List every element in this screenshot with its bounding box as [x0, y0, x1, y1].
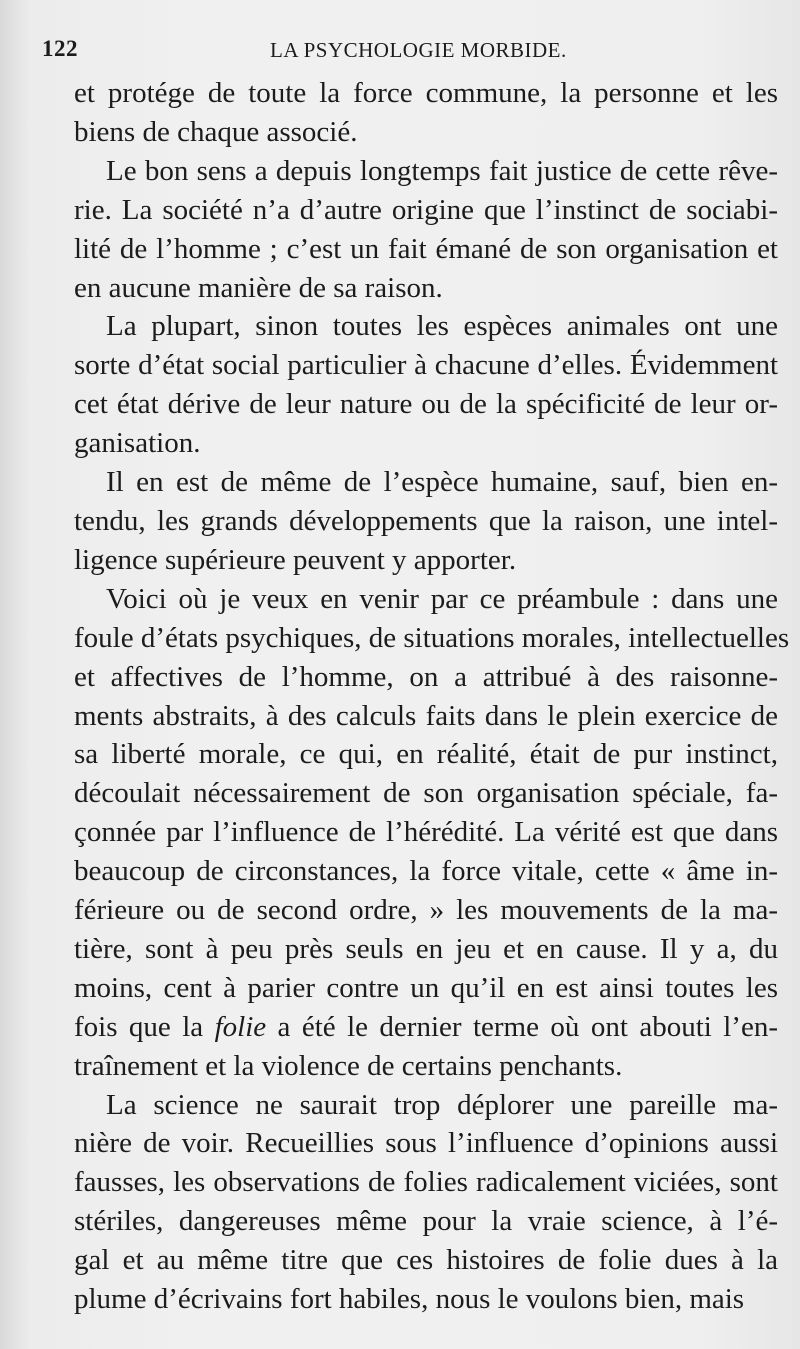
- paragraph: [42, 463, 778, 580]
- text-line: et affectives de l’homme, on a attribué à des raisonne-: [74, 660, 778, 693]
- running-head: LA PSYCHOLOGIE MORBIDE.: [270, 38, 567, 62]
- text-line: découlait nécessairement de son organisation spéciale, fa-: [74, 777, 778, 810]
- text-line: Il en est de même de l’espèce humaine, sauf, bien en-: [106, 466, 778, 499]
- body-text: [42, 74, 790, 1319]
- text-line: beaucoup de circonstances, la force vitale, cette « âme in-: [74, 855, 778, 888]
- text-line: ligence supérieure peuvent y apporter.: [74, 543, 517, 576]
- text-line: La science ne saurait trop déplorer une pareille ma-: [106, 1088, 778, 1121]
- text-line: ganisation.: [74, 427, 201, 460]
- text-line: tière, sont à peu près seuls en jeu et en cause. Il y a, du: [74, 932, 778, 965]
- text-line: foule d’états psychiques, de situations morales, intellectuelles: [74, 621, 790, 654]
- text-line: Le bon sens a depuis longtemps fait justice de cette rêve-: [106, 154, 778, 187]
- text-line: çonnée par l’influence de l’hérédité. La vérité est que dans: [74, 816, 778, 849]
- text-line: cet état dérive de leur nature ou de la spécificité de leur or-: [74, 388, 778, 421]
- text-line: fausses, les observations de folies radicalement viciées, sont: [74, 1166, 778, 1199]
- text-line: traînement et la violence de certains penchants.: [74, 1049, 623, 1082]
- text-line: gal et au même titre que ces histoires de folie dues à la: [74, 1244, 778, 1277]
- paragraph: [42, 152, 778, 308]
- text-line: biens de chaque associé.: [74, 115, 358, 148]
- text-line: La plupart, sinon toutes les espèces animales ont une: [106, 310, 778, 343]
- text-line: tendu, les grands développements que la raison, une intel-: [74, 504, 778, 537]
- text-line: sa liberté morale, ce qui, en réalité, était de pur instinct,: [74, 738, 778, 771]
- paragraph: [42, 74, 778, 152]
- text-line: rie. La société n’a d’autre origine que l’instinct de sociabi-: [74, 193, 778, 226]
- text-line: moins, cent à parier contre un qu’il en est ainsi toutes les: [74, 971, 778, 1004]
- text-line: plume d’écrivains fort habiles, nous le voulons bien, mais: [74, 1283, 745, 1316]
- paragraph: [42, 1086, 778, 1319]
- page-header: [42, 34, 770, 68]
- page-number: 122: [42, 36, 78, 61]
- text-line: en aucune manière de sa raison.: [74, 271, 443, 304]
- text-line: stériles, dangereuses même pour la vraie science, à l’é-: [74, 1205, 778, 1238]
- text-line: lité de l’homme ; c’est un fait émané de son organisation et: [74, 232, 778, 265]
- text-line: sorte d’état social particulier à chacune d’elles. Évidemment: [74, 349, 778, 382]
- text-line: Voici où je veux en venir par ce préambule : dans une: [106, 582, 778, 615]
- paragraph: [42, 307, 778, 463]
- text-line: ments abstraits, à des calculs faits dans le plein exercice de: [74, 699, 778, 732]
- text-line: nière de voir. Recueillies sous l’influence d’opinions aussi: [74, 1127, 778, 1160]
- text-line: férieure ou de second ordre, » les mouvements de la ma-: [74, 894, 778, 927]
- text-line: et protége de toute la force commune, la personne et les: [74, 77, 778, 109]
- text-line: fois que la folie a été le dernier terme où ont abouti l’en-: [74, 1010, 778, 1043]
- paragraph: [42, 580, 790, 1086]
